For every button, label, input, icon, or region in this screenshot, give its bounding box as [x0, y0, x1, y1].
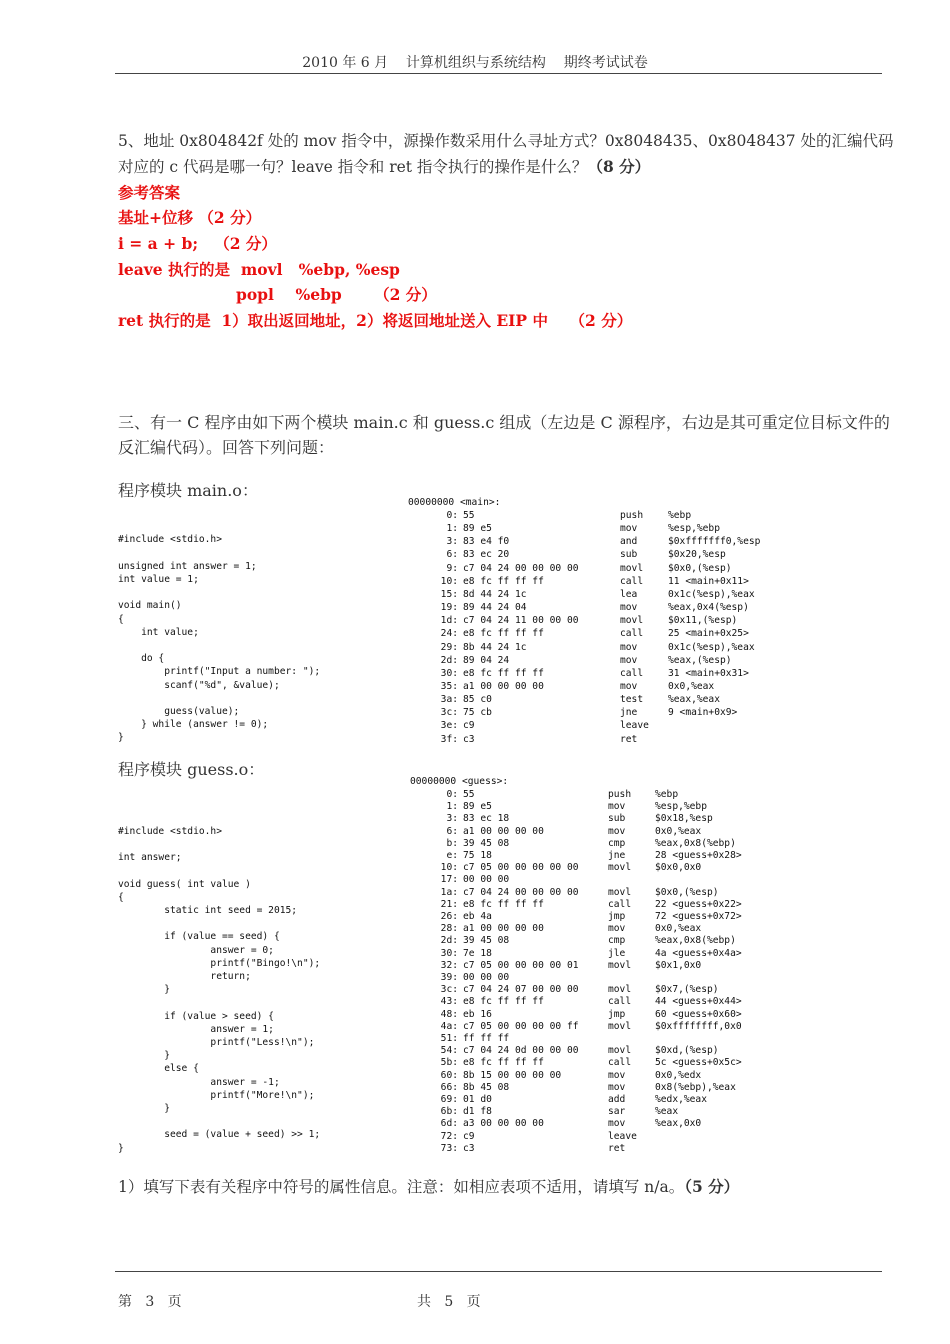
asm-mnemonic: movl: [608, 959, 632, 971]
asm-mnemonic: mov: [620, 641, 638, 653]
asm-offset: 4a:: [440, 1020, 458, 1032]
asm-row: [400, 972, 840, 985]
asm-mnemonic: leave: [608, 1130, 637, 1142]
asm-bytes: c3: [463, 733, 475, 745]
answer-line-2: i = a + b; （2 分）: [118, 234, 277, 253]
asm-mnemonic: movl: [608, 1020, 632, 1032]
asm-operands: $0x1,0x0: [655, 959, 702, 971]
asm-row: [400, 899, 840, 912]
asm-bytes: a1 00 00 00 00: [463, 825, 544, 837]
asm-row: [400, 628, 840, 641]
asm-mnemonic: cmp: [608, 935, 626, 947]
asm-offset: 43:: [440, 996, 458, 1008]
asm-row: [400, 576, 840, 589]
asm-bytes: 8d 44 24 1c: [463, 588, 527, 600]
asm-mnemonic: jmp: [608, 911, 626, 922]
answer-line-5: ret 执行的是 1）取出返回地址，2）将返回地址送入 EIP 中 （2 分）: [118, 311, 633, 330]
asm-bytes: c7 04 24 00 00 00 00: [463, 886, 579, 898]
asm-row: [400, 850, 840, 863]
asm-offset: 73:: [440, 1142, 458, 1154]
asm-row: [400, 720, 840, 733]
asm-bytes: c7 04 24 0d 00 00 00: [463, 1045, 579, 1057]
asm-offset: 51:: [440, 1033, 458, 1044]
asm-operands: 0x0,%eax: [655, 923, 702, 935]
asm-offset: 21:: [440, 898, 458, 910]
asm-offset: 10:: [440, 575, 458, 587]
asm-row: [400, 960, 840, 973]
answer-line-1: 基址+位移 （2 分）: [118, 208, 262, 227]
asm-bytes: 83 e4 f0: [463, 536, 510, 548]
footer-total-pages: 共 5 页: [417, 1294, 481, 1310]
asm-operands: 72 <guess+0x72>: [655, 911, 742, 922]
asm-offset: 30:: [440, 667, 458, 679]
asm-bytes: 83 ec 20: [463, 549, 510, 561]
section-3-intro: 三、有一 C 程序由如下两个模块 main.c 和 guess.c 组成（左边是 C 源程序，右边是其可重定位目标文件的反汇编代码）。回答下列问题：: [118, 413, 890, 457]
asm-row: [400, 536, 840, 549]
asm-row: [400, 813, 840, 826]
asm-bytes: 8b 15 00 00 00 00: [463, 1069, 562, 1081]
asm-row: [400, 862, 840, 875]
asm-bytes: 85 c0: [463, 694, 492, 706]
answer-line-3: leave 执行的是 movl %ebp, %esp: [118, 260, 400, 279]
asm-row: [400, 789, 840, 802]
asm-bytes: 39 45 08: [463, 935, 510, 947]
guess-disassembly: [400, 789, 840, 1159]
asm-operands: %edx,%eax: [655, 1094, 707, 1105]
asm-mnemonic: sar: [608, 1106, 626, 1118]
asm-offset: 35:: [440, 680, 458, 692]
asm-bytes: c7 04 24 11 00 00 00: [463, 615, 579, 627]
asm-bytes: c9: [463, 1130, 475, 1142]
asm-bytes: eb 4a: [463, 911, 492, 922]
asm-mnemonic: movl: [620, 562, 644, 574]
asm-bytes: 7e 18: [463, 947, 492, 959]
asm-operands: $0x11,(%esp): [668, 615, 738, 627]
guess-module-label: 程序模块 guess.o：: [118, 760, 265, 779]
asm-row: [400, 1057, 840, 1070]
asm-mnemonic: mov: [608, 923, 626, 935]
asm-offset: 3c:: [440, 707, 458, 719]
asm-row: [400, 1143, 840, 1156]
asm-bytes: 89 e5: [463, 801, 492, 813]
asm-offset: 29:: [440, 641, 458, 653]
asm-operands: 0x1c(%esp),%eax: [668, 641, 755, 653]
asm-row: [400, 923, 840, 936]
asm-operands: $0x7,(%esp): [655, 984, 719, 996]
asm-mnemonic: movl: [608, 1045, 632, 1057]
asm-offset: 24:: [440, 628, 458, 640]
asm-operands: %eax,0x4(%esp): [668, 602, 749, 614]
asm-offset: 1:: [446, 801, 458, 813]
asm-mnemonic: mov: [608, 1081, 626, 1093]
asm-row: [400, 615, 840, 628]
asm-row: [400, 589, 840, 602]
asm-offset: 15:: [440, 588, 458, 600]
asm-operands: $0x20,%esp: [668, 549, 726, 561]
main-asm-header: 00000000 <main>:: [408, 497, 501, 508]
asm-mnemonic: test: [620, 694, 644, 706]
main-c-source: #include <stdio.h> unsigned int answer = 1; int value = 1; void main() { int value; do { printf("Input a number: "); scanf("%d", &value); guess(value); } while (answer != 0); }: [118, 534, 321, 744]
asm-row: [400, 510, 840, 523]
asm-operands: 5c <guess+0x5c>: [655, 1057, 742, 1069]
asm-mnemonic: mov: [620, 523, 638, 535]
asm-row: [400, 602, 840, 615]
asm-row: [400, 655, 840, 668]
asm-operands: %esp,%ebp: [655, 801, 707, 813]
asm-offset: 26:: [440, 911, 458, 922]
asm-mnemonic: add: [608, 1094, 626, 1105]
asm-row: [400, 694, 840, 707]
asm-offset: 3e:: [440, 720, 458, 732]
asm-operands: $0x18,%esp: [655, 813, 713, 825]
asm-bytes: a1 00 00 00 00: [463, 923, 544, 935]
asm-offset: 72:: [440, 1130, 458, 1142]
asm-mnemonic: push: [608, 789, 632, 800]
asm-row: [400, 1094, 840, 1107]
asm-offset: 0:: [446, 510, 458, 521]
asm-row: [400, 1070, 840, 1083]
asm-offset: 3f:: [440, 733, 458, 745]
asm-mnemonic: call: [620, 667, 644, 679]
guess-c-source: #include <stdio.h> int answer; void guess( int value ) { static int seed = 2015; if (value == seed) { answer = 0; printf("Bingo!\n"); return; } if (value > seed) { answer = 1; printf("Less!\n"); } else { answer = -1; printf("More!\n"); } seed = (value + seed) >> 1; }: [118, 825, 321, 1154]
asm-operands: %eax: [655, 1106, 679, 1118]
asm-operands: %eax,%eax: [668, 694, 720, 706]
asm-offset: 17:: [440, 874, 458, 886]
asm-operands: 0x0,%eax: [655, 825, 702, 837]
asm-operands: %eax,0x8(%ebp): [655, 837, 736, 849]
asm-bytes: a3 00 00 00 00: [463, 1118, 544, 1130]
asm-bytes: 89 e5: [463, 523, 492, 535]
asm-bytes: c7 05 00 00 00 00 00: [463, 862, 579, 874]
asm-offset: 1a:: [440, 886, 458, 898]
asm-mnemonic: push: [620, 510, 644, 521]
asm-operands: 0x0,%eax: [668, 680, 715, 692]
question-5-text: 5、地址 0x804842f 处的 mov 指令中，源操作数采用什么寻址方式？0x8048435、0x8048437 处的汇编代码对应的 c 代码是哪一句？leave 指令和 ret 指令执行的操作是什么？: [118, 132, 894, 176]
asm-mnemonic: sub: [608, 813, 626, 825]
asm-mnemonic: ret: [620, 733, 638, 745]
asm-row: [400, 1021, 840, 1034]
asm-offset: 32:: [440, 959, 458, 971]
asm-operands: 31 <main+0x31>: [668, 667, 749, 679]
asm-offset: 9:: [446, 562, 458, 574]
asm-bytes: c7 05 00 00 00 00 ff: [463, 1020, 579, 1032]
asm-mnemonic: jle: [608, 947, 626, 959]
asm-row: [400, 642, 840, 655]
answer-heading: 参考答案: [118, 183, 181, 202]
asm-row: [400, 549, 840, 562]
asm-offset: 3:: [446, 536, 458, 548]
guess-asm-header: 00000000 <guess>:: [410, 776, 509, 787]
asm-operands: 11 <main+0x11>: [668, 575, 749, 587]
asm-bytes: c7 05 00 00 00 00 01: [463, 959, 579, 971]
asm-bytes: e8 fc ff ff ff: [463, 1057, 544, 1069]
asm-mnemonic: jmp: [608, 1008, 626, 1020]
asm-row: [400, 734, 840, 747]
page-header: 2010 年 6 月 计算机组织与系统结构 期终考试试卷: [302, 55, 648, 71]
asm-mnemonic: call: [620, 628, 644, 640]
asm-bytes: ff ff ff: [463, 1033, 510, 1044]
asm-offset: 3:: [446, 813, 458, 825]
asm-bytes: d1 f8: [463, 1106, 492, 1118]
asm-mnemonic: movl: [608, 984, 632, 996]
asm-offset: 28:: [440, 923, 458, 935]
asm-operands: %eax,0x0: [655, 1118, 702, 1130]
asm-row: [400, 681, 840, 694]
asm-bytes: 55: [463, 510, 475, 521]
asm-offset: e:: [446, 850, 458, 861]
asm-operands: 0x0,%edx: [655, 1069, 702, 1081]
asm-offset: 2d:: [440, 654, 458, 666]
asm-offset: b:: [446, 837, 458, 849]
asm-row: [400, 1082, 840, 1095]
asm-mnemonic: call: [620, 575, 644, 587]
asm-operands: 0x1c(%esp),%eax: [668, 588, 755, 600]
asm-operands: 44 <guess+0x44>: [655, 996, 742, 1008]
asm-bytes: e8 fc ff ff ff: [463, 628, 544, 640]
asm-row: [400, 996, 840, 1009]
asm-offset: 6b:: [440, 1106, 458, 1118]
asm-row: [400, 523, 840, 536]
asm-operands: 60 <guess+0x60>: [655, 1008, 742, 1020]
asm-bytes: 00 00 00: [463, 874, 510, 886]
asm-offset: 6:: [446, 825, 458, 837]
asm-row: [400, 948, 840, 961]
asm-mnemonic: leave: [620, 720, 649, 732]
asm-bytes: 39 45 08: [463, 837, 510, 849]
asm-mnemonic: mov: [620, 654, 638, 666]
asm-offset: 60:: [440, 1069, 458, 1081]
asm-mnemonic: mov: [608, 801, 626, 813]
asm-offset: 69:: [440, 1094, 458, 1105]
asm-mnemonic: ret: [608, 1142, 626, 1154]
asm-operands: $0xd,(%esp): [655, 1045, 719, 1057]
asm-mnemonic: mov: [620, 602, 638, 614]
asm-operands: %eax,(%esp): [668, 654, 732, 666]
footer-page-number: 第 3 页: [118, 1294, 182, 1310]
answer-line-4: popl %ebp （2 分）: [236, 285, 437, 304]
question-5: [118, 129, 898, 180]
asm-row: [400, 668, 840, 681]
asm-mnemonic: mov: [608, 825, 626, 837]
asm-mnemonic: lea: [620, 588, 638, 600]
asm-row: [400, 874, 840, 887]
footer-rule: [115, 1271, 882, 1272]
asm-mnemonic: movl: [608, 862, 632, 874]
asm-offset: 3c:: [440, 984, 458, 996]
asm-offset: 39:: [440, 972, 458, 983]
asm-row: [400, 935, 840, 948]
asm-operands: 4a <guess+0x4a>: [655, 947, 742, 959]
asm-row: [400, 911, 840, 924]
asm-operands: 25 <main+0x25>: [668, 628, 749, 640]
asm-bytes: e8 fc ff ff ff: [463, 898, 544, 910]
asm-row: [400, 984, 840, 997]
asm-offset: 66:: [440, 1081, 458, 1093]
asm-operands: %esp,%ebp: [668, 523, 720, 535]
asm-bytes: 01 d0: [463, 1094, 492, 1105]
asm-bytes: c9: [463, 720, 475, 732]
asm-operands: 28 <guess+0x28>: [655, 850, 742, 861]
asm-bytes: e8 fc ff ff ff: [463, 667, 544, 679]
main-module-label: 程序模块 main.o：: [118, 481, 258, 500]
asm-bytes: c7 04 24 00 00 00 00: [463, 562, 579, 574]
asm-mnemonic: jne: [608, 850, 626, 861]
asm-row: [400, 801, 840, 814]
asm-offset: 3a:: [440, 694, 458, 706]
asm-offset: 6d:: [440, 1118, 458, 1130]
asm-row: [400, 1131, 840, 1144]
asm-mnemonic: sub: [620, 549, 638, 561]
question-5-points: （8 分）: [587, 157, 651, 176]
asm-bytes: 8b 44 24 1c: [463, 641, 527, 653]
asm-bytes: 8b 45 08: [463, 1081, 510, 1093]
asm-row: [400, 1009, 840, 1022]
asm-mnemonic: call: [608, 898, 632, 910]
asm-offset: 0:: [446, 789, 458, 800]
asm-row: [400, 1106, 840, 1119]
asm-offset: 5b:: [440, 1057, 458, 1069]
asm-bytes: 75 18: [463, 850, 492, 861]
asm-mnemonic: mov: [620, 680, 638, 692]
asm-row: [400, 1118, 840, 1131]
sub-question-1-text: 1）填写下表有关程序中符号的属性信息。注意：如相应表项不适用，请填写 n/a。: [118, 1178, 685, 1196]
asm-operands: %ebp: [655, 789, 679, 800]
asm-mnemonic: movl: [608, 886, 632, 898]
asm-mnemonic: mov: [608, 1118, 626, 1130]
asm-bytes: c7 04 24 07 00 00 00: [463, 984, 579, 996]
asm-bytes: c3: [463, 1142, 475, 1154]
asm-operands: 0x8(%ebp),%eax: [655, 1081, 736, 1093]
asm-bytes: e8 fc ff ff ff: [463, 996, 544, 1008]
asm-offset: 54:: [440, 1045, 458, 1057]
asm-row: [400, 887, 840, 900]
asm-offset: 30:: [440, 947, 458, 959]
asm-mnemonic: call: [608, 996, 632, 1008]
asm-operands: 9 <main+0x9>: [668, 707, 738, 719]
asm-bytes: 89 44 24 04: [463, 602, 527, 614]
asm-mnemonic: mov: [608, 1069, 626, 1081]
asm-bytes: 89 04 24: [463, 654, 510, 666]
asm-operands: %ebp: [668, 510, 692, 521]
asm-operands: 22 <guess+0x22>: [655, 898, 742, 910]
asm-bytes: 75 cb: [463, 707, 492, 719]
asm-offset: 2d:: [440, 935, 458, 947]
asm-offset: 19:: [440, 602, 458, 614]
header-rule: [115, 73, 882, 74]
asm-offset: 6:: [446, 549, 458, 561]
sub-question-1-points: （5 分）: [684, 1177, 740, 1196]
asm-row: [400, 1045, 840, 1058]
asm-offset: 48:: [440, 1008, 458, 1020]
asm-bytes: 55: [463, 789, 475, 800]
asm-row: [400, 563, 840, 576]
asm-mnemonic: cmp: [608, 837, 626, 849]
main-disassembly: [400, 510, 840, 750]
asm-bytes: e8 fc ff ff ff: [463, 575, 544, 587]
asm-mnemonic: jne: [620, 707, 638, 719]
asm-operands: $0xffffffff,0x0: [655, 1020, 742, 1032]
asm-operands: $0xfffffff0,%esp: [668, 536, 761, 548]
asm-mnemonic: movl: [620, 615, 644, 627]
asm-bytes: a1 00 00 00 00: [463, 680, 544, 692]
asm-bytes: eb 16: [463, 1008, 492, 1020]
asm-operands: $0x0,(%esp): [655, 886, 719, 898]
asm-operands: $0x0,0x0: [655, 862, 702, 874]
asm-offset: 10:: [440, 862, 458, 874]
asm-bytes: 83 ec 18: [463, 813, 510, 825]
asm-row: [400, 707, 840, 720]
asm-row: [400, 1033, 840, 1046]
sub-question-1: [118, 1175, 739, 1197]
asm-row: [400, 826, 840, 839]
asm-mnemonic: and: [620, 536, 638, 548]
asm-offset: 1:: [446, 523, 458, 535]
asm-operands: %eax,0x8(%ebp): [655, 935, 736, 947]
asm-row: [400, 838, 840, 851]
asm-bytes: 00 00 00: [463, 972, 510, 983]
asm-offset: 1d:: [440, 615, 458, 627]
asm-operands: $0x0,(%esp): [668, 562, 732, 574]
asm-mnemonic: call: [608, 1057, 632, 1069]
